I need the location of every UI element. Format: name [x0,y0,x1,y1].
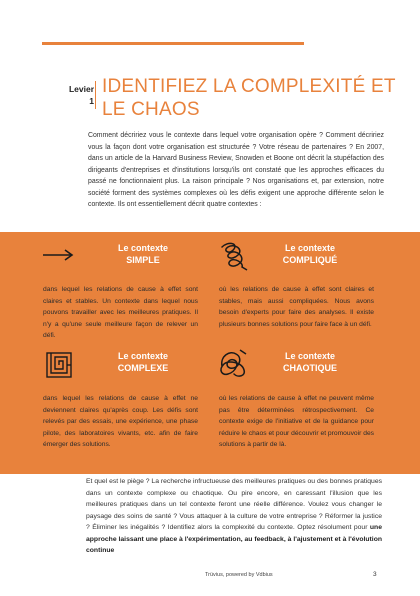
scribble-icon [216,346,250,380]
simple-description: dans lequel les relations de cause à effet sont claires et stables. Un contexte dans lequel nous pouvons travailler avec les meilleures pratiques. Il n'y a qu'une seule meilleure façon de relever un défi. [43,286,198,339]
outro-paragraph [86,476,382,557]
outro-bold: une approche laissant une place à l'expérimentation, au feedback, à l'ajustement et à l'évolution continue [86,524,382,554]
intro-paragraph: Comment décririez vous le contexte dans lequel votre organisation opère ? Comment décririez vous la façon dont votre organisation est structurée ? Votre réseau de partenaires ? En 2007, dans un article de la Harvard Business Review, Snowden et Boone ont décrit la stupéfaction des dirigeants d'entreprises et d'institutions lorsqu'ils ont constaté que les approches efficaces du passé ne fonctionnaient plus. La raison principale ? Nos organisations et, par extension, notre société forment des systèmes complexes où les défis exigent une approche différente selon le contexte. Ils ont essentiellement décrit quatre contextes : [88,132,384,208]
maze-icon [46,352,72,378]
levier-word: Levier [68,84,94,94]
page-title: IDENTIFIEZ LA COMPLEXITÉ ET LE CHAOS [102,76,396,120]
complique-description: où les relations de cause à effet sont claires et stables, mais aussi compliquées. Nous avons besoin d'experts pour faire des analyses. Il existe plusieurs bonnes solutions pour faire face à un défi. [219,286,374,328]
chaotique-title: Le contexte CHAOTIQUE [283,351,337,373]
levier-divider [95,81,96,109]
simple-title: Le contexte SIMPLE [117,243,168,265]
top-accent-bar [42,42,304,45]
levier-label [52,83,94,107]
tangled-loop-icon [218,239,250,273]
complique-title: Le contexte COMPLIQUÉ [282,243,338,265]
complexe-title: Le contexte COMPLEXE [117,351,169,373]
arrow-icon [42,248,74,262]
chaotique-description: où les relations de cause à effet ne peuvent même pas être déterminées rétrospectivement. Ce contexte exige de l'initiative et de la guidance pour réduire le chaos et pour découvrir et promouvoir des solutions à partir de là. [219,395,375,448]
outro-text: Et quel est le piège ? La recherche infructueuse des meilleures pratiques ou des bonnes pratiques dans un contexte complexe ou chaotique. Ou pire encore, en caressant l'illusion que les meilleures pratiques dans un tel contexte feront une réelle différence. Voulez vous changer le paysage des soins de santé ? Vous attaquer à la culture de votre entreprise ? Réformer la justice ? Éliminer les inégalités ? Identifiez alors la complexité du contexte. Optez résolument pour [86,478,382,531]
footer-credit: Trüvius, powered by Vdbius [205,572,273,578]
page-number: 3 [373,571,377,578]
levier-number: 1 [89,96,94,106]
complexe-description: dans lequel les relations de cause à effet ne deviennent claires qu'après coup. Les défis sont relevés par des essais, une expérience, une phase pilote, des laboratoires vivants, etc. afin de faire émerger des solutions. [43,395,198,448]
